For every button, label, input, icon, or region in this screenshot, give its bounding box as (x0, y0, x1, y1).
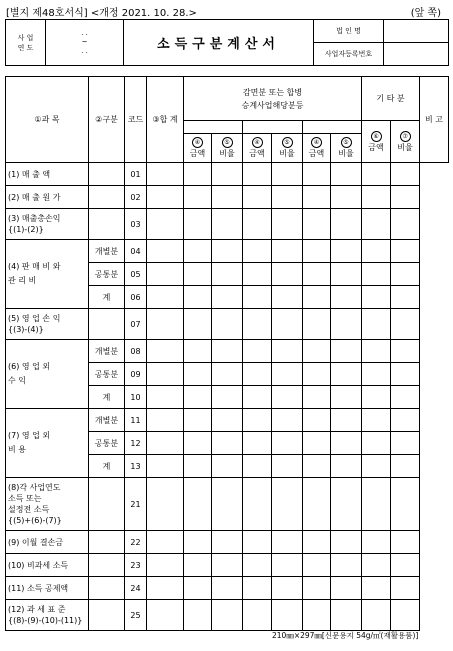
input-cell[interactable] (391, 263, 420, 286)
input-cell[interactable] (243, 409, 272, 432)
row-subject: (4) 판 매 비 와 관 리 비 (6, 240, 89, 309)
merger-amount-2: 금액 (249, 149, 265, 158)
input-cell[interactable] (212, 478, 243, 531)
row-division (89, 163, 125, 186)
input-cell[interactable] (184, 386, 212, 409)
input-cell[interactable] (184, 263, 212, 286)
input-cell[interactable] (331, 340, 362, 363)
input-cell[interactable] (391, 455, 420, 478)
row-subject: (3) 매출총손익 {(1)-(2)} (6, 209, 89, 240)
input-cell[interactable] (184, 163, 212, 186)
corp-name-field[interactable] (384, 20, 449, 43)
input-cell[interactable] (212, 554, 243, 577)
row-subject: (2) 매 출 원 가 (6, 186, 89, 209)
input-cell[interactable] (331, 386, 362, 409)
input-cell[interactable] (303, 263, 331, 286)
merger-ratio-3: 비율 (338, 149, 354, 158)
input-cell[interactable] (147, 409, 184, 432)
input-cell[interactable] (147, 209, 184, 240)
other-ratio: 비율 (397, 142, 413, 152)
table-row (6, 209, 449, 240)
merger-amount-1: 금액 (189, 149, 206, 158)
input-cell[interactable] (272, 455, 303, 478)
input-cell[interactable] (331, 531, 362, 554)
input-cell[interactable] (272, 286, 303, 309)
table-row (6, 478, 449, 531)
input-cell[interactable] (362, 363, 391, 386)
input-cell[interactable] (272, 340, 303, 363)
row-code: 12 (125, 432, 147, 455)
circ-5: ⑤ (222, 137, 233, 148)
merger-ratio-1: 비율 (219, 149, 235, 158)
input-cell[interactable] (362, 577, 391, 600)
table-row (6, 309, 449, 340)
input-cell[interactable] (391, 531, 420, 554)
row-subject: (1) 매 출 액 (6, 163, 89, 186)
input-cell[interactable] (184, 455, 212, 478)
input-cell[interactable] (303, 186, 331, 209)
input-cell[interactable] (212, 209, 243, 240)
col-division: ②구분 (89, 77, 125, 163)
input-cell[interactable] (184, 309, 212, 340)
input-cell[interactable] (243, 531, 272, 554)
input-cell[interactable] (243, 363, 272, 386)
fiscal-year-label: 사 업 연 도 (6, 20, 46, 66)
row-subject: (5) 영 업 손 익 {(3)-(4)} (6, 309, 89, 340)
paper-spec: 210㎜×297㎜[신문용지 54g/㎡(재활용품)] (272, 631, 419, 640)
circ-4: ④ (192, 137, 203, 148)
row-code: 22 (125, 531, 147, 554)
input-cell[interactable] (147, 363, 184, 386)
input-cell[interactable] (331, 600, 362, 631)
form-number: [별지 제48호서식] <개정 2021. 10. 28.> (6, 8, 197, 19)
input-cell[interactable] (272, 309, 303, 340)
row-code: 11 (125, 409, 147, 432)
income-division-table (5, 76, 449, 631)
input-cell[interactable] (272, 386, 303, 409)
row-division (89, 600, 125, 631)
input-cell[interactable] (391, 554, 420, 577)
input-cell[interactable] (331, 186, 362, 209)
input-cell[interactable] (303, 309, 331, 340)
input-cell[interactable] (391, 600, 420, 631)
input-cell[interactable] (303, 409, 331, 432)
input-cell[interactable] (147, 263, 184, 286)
input-cell[interactable] (272, 554, 303, 577)
input-cell[interactable] (243, 286, 272, 309)
input-cell[interactable] (272, 478, 303, 531)
row-code: 06 (125, 286, 147, 309)
form-title: 소득구분계산서 (124, 20, 314, 66)
input-cell[interactable] (362, 554, 391, 577)
circ-5: ⑤ (282, 137, 293, 148)
col-subject: ①과 목 (6, 77, 89, 163)
input-cell[interactable] (272, 209, 303, 240)
input-cell[interactable] (184, 577, 212, 600)
input-cell[interactable] (362, 386, 391, 409)
input-cell[interactable] (212, 240, 243, 263)
merger-ratio-2: 비율 (279, 149, 295, 158)
row-code: 09 (125, 363, 147, 386)
input-cell[interactable] (212, 577, 243, 600)
input-cell[interactable] (147, 286, 184, 309)
input-cell[interactable] (212, 386, 243, 409)
input-cell[interactable] (391, 478, 420, 531)
input-cell[interactable] (147, 186, 184, 209)
input-cell[interactable] (362, 531, 391, 554)
row-division (89, 309, 125, 340)
input-cell[interactable] (391, 409, 420, 432)
input-cell[interactable] (331, 263, 362, 286)
row-subject: (11) 소득 공제액 (6, 577, 89, 600)
input-cell[interactable] (362, 432, 391, 455)
input-cell[interactable] (184, 209, 212, 240)
table-row (6, 409, 449, 432)
input-cell[interactable] (212, 432, 243, 455)
input-cell[interactable] (331, 363, 362, 386)
input-cell[interactable] (391, 386, 420, 409)
input-cell[interactable] (391, 186, 420, 209)
reg-no-label: 사업자등록번호 (314, 43, 384, 66)
input-cell[interactable] (303, 209, 331, 240)
row-code: 25 (125, 600, 147, 631)
input-cell[interactable] (243, 478, 272, 531)
input-cell[interactable] (391, 577, 420, 600)
col-remarks: 비 고 (420, 77, 449, 163)
input-cell[interactable] (212, 286, 243, 309)
input-cell[interactable] (272, 263, 303, 286)
input-cell[interactable] (331, 478, 362, 531)
input-cell[interactable] (331, 455, 362, 478)
input-cell[interactable] (362, 263, 391, 286)
table-row (6, 186, 449, 209)
input-cell[interactable] (331, 209, 362, 240)
col-other-group: 기 타 분 (362, 77, 420, 121)
circ-4: ④ (252, 137, 263, 148)
circ-7: ⑦ (400, 131, 411, 142)
input-cell[interactable] (147, 455, 184, 478)
input-cell[interactable] (362, 186, 391, 209)
row-subject: (8)각 사업연도 소득 또는 설정전 소득 {(5)+(6)-(7)} (6, 478, 89, 531)
input-cell[interactable] (303, 340, 331, 363)
circ-6: ⑥ (371, 131, 382, 142)
input-cell[interactable] (303, 577, 331, 600)
input-cell[interactable] (331, 163, 362, 186)
input-cell[interactable] (147, 163, 184, 186)
input-cell[interactable] (362, 600, 391, 631)
table-row (6, 600, 449, 631)
input-cell[interactable] (147, 309, 184, 340)
input-cell[interactable] (362, 209, 391, 240)
row-code: 23 (125, 554, 147, 577)
row-division (89, 209, 125, 240)
row-code: 21 (125, 478, 147, 531)
input-cell[interactable] (303, 432, 331, 455)
input-cell[interactable] (391, 432, 420, 455)
input-cell[interactable] (303, 363, 331, 386)
input-cell[interactable] (362, 409, 391, 432)
row-code: 03 (125, 209, 147, 240)
input-cell[interactable] (391, 163, 420, 186)
input-cell[interactable] (184, 240, 212, 263)
input-cell[interactable] (212, 340, 243, 363)
row-part: 공통분 (89, 263, 125, 286)
input-cell[interactable] (272, 163, 303, 186)
row-code: 02 (125, 186, 147, 209)
input-cell[interactable] (184, 478, 212, 531)
col-merger-group: 감면분 또는 합병 승계사업해당분등 (184, 77, 362, 121)
corp-name-label: 법 인 명 (314, 20, 384, 43)
table-row (6, 531, 449, 554)
input-cell[interactable] (212, 455, 243, 478)
input-cell[interactable] (303, 554, 331, 577)
row-part: 공통분 (89, 363, 125, 386)
input-cell[interactable] (147, 432, 184, 455)
row-code: 10 (125, 386, 147, 409)
input-cell[interactable] (362, 286, 391, 309)
input-cell[interactable] (362, 163, 391, 186)
input-cell[interactable] (243, 554, 272, 577)
input-cell[interactable] (391, 363, 420, 386)
input-cell[interactable] (303, 163, 331, 186)
input-cell[interactable] (362, 455, 391, 478)
row-code: 01 (125, 163, 147, 186)
table-row (6, 163, 449, 186)
input-cell[interactable] (147, 554, 184, 577)
row-division (89, 577, 125, 600)
input-cell[interactable] (212, 531, 243, 554)
input-cell[interactable] (147, 240, 184, 263)
row-code: 24 (125, 577, 147, 600)
input-cell[interactable] (147, 386, 184, 409)
row-code: 13 (125, 455, 147, 478)
row-part: 개별분 (89, 340, 125, 363)
table-row (6, 240, 449, 263)
row-code: 07 (125, 309, 147, 340)
input-cell[interactable] (212, 363, 243, 386)
row-part: 계 (89, 455, 125, 478)
row-part: 개별분 (89, 409, 125, 432)
row-code: 05 (125, 263, 147, 286)
input-cell[interactable] (243, 263, 272, 286)
input-cell[interactable] (362, 340, 391, 363)
input-cell[interactable] (184, 286, 212, 309)
table-row (6, 340, 449, 363)
input-cell[interactable] (303, 478, 331, 531)
row-part: 계 (89, 386, 125, 409)
input-cell[interactable] (243, 163, 272, 186)
input-cell[interactable] (391, 286, 420, 309)
input-cell[interactable] (184, 600, 212, 631)
input-cell[interactable] (184, 186, 212, 209)
col-total: ③합 계 (147, 77, 184, 163)
table-row (6, 554, 449, 577)
input-cell[interactable] (272, 577, 303, 600)
input-cell[interactable] (147, 600, 184, 631)
input-cell[interactable] (212, 309, 243, 340)
input-cell[interactable] (147, 478, 184, 531)
col-code: 코드 (125, 77, 147, 163)
input-cell[interactable] (243, 209, 272, 240)
row-part: 공통분 (89, 432, 125, 455)
row-code: 04 (125, 240, 147, 263)
input-cell[interactable] (303, 386, 331, 409)
input-cell[interactable] (303, 240, 331, 263)
input-cell[interactable] (184, 432, 212, 455)
input-cell[interactable] (391, 309, 420, 340)
input-cell[interactable] (303, 531, 331, 554)
input-cell[interactable] (391, 240, 420, 263)
row-subject: (6) 영 업 외 수 익 (6, 340, 89, 409)
input-cell[interactable] (331, 309, 362, 340)
input-cell[interactable] (303, 600, 331, 631)
input-cell[interactable] (331, 577, 362, 600)
circ-4: ④ (311, 137, 322, 148)
input-cell[interactable] (272, 409, 303, 432)
row-division (89, 554, 125, 577)
row-subject: (7) 영 업 외 비 용 (6, 409, 89, 478)
input-cell[interactable] (212, 600, 243, 631)
input-cell[interactable] (272, 363, 303, 386)
table-row (6, 577, 449, 600)
input-cell[interactable] (303, 455, 331, 478)
input-cell[interactable] (362, 478, 391, 531)
row-code: 08 (125, 340, 147, 363)
row-subject: (9) 이월 결손금 (6, 531, 89, 554)
reg-no-field[interactable] (384, 43, 449, 66)
input-cell[interactable] (391, 209, 420, 240)
row-division (89, 531, 125, 554)
input-cell[interactable] (331, 432, 362, 455)
row-subject: (12) 과 세 표 준 {(8)-(9)-(10)-(11)} (6, 600, 89, 631)
input-cell[interactable] (243, 309, 272, 340)
input-cell[interactable] (272, 240, 303, 263)
input-cell[interactable] (243, 340, 272, 363)
input-cell[interactable] (212, 186, 243, 209)
input-cell[interactable] (212, 409, 243, 432)
input-cell[interactable] (147, 577, 184, 600)
other-amount: 금액 (368, 142, 384, 152)
merger-amount-3: 금액 (308, 149, 325, 158)
input-cell[interactable] (212, 163, 243, 186)
input-cell[interactable] (184, 363, 212, 386)
input-cell[interactable] (362, 309, 391, 340)
input-cell[interactable] (147, 531, 184, 554)
input-cell[interactable] (184, 409, 212, 432)
row-part: 개별분 (89, 240, 125, 263)
row-subject: (10) 비과세 소득 (6, 554, 89, 577)
input-cell[interactable] (243, 240, 272, 263)
row-part: 계 (89, 286, 125, 309)
input-cell[interactable] (303, 286, 331, 309)
header-box (5, 19, 449, 66)
input-cell[interactable] (391, 340, 420, 363)
input-cell[interactable] (243, 432, 272, 455)
input-cell[interactable] (362, 240, 391, 263)
input-cell[interactable] (243, 386, 272, 409)
input-cell[interactable] (212, 263, 243, 286)
input-cell[interactable] (331, 409, 362, 432)
input-cell[interactable] (272, 531, 303, 554)
input-cell[interactable] (331, 554, 362, 577)
input-cell[interactable] (243, 186, 272, 209)
input-cell[interactable] (184, 554, 212, 577)
input-cell[interactable] (272, 186, 303, 209)
input-cell[interactable] (331, 240, 362, 263)
input-cell[interactable] (243, 600, 272, 631)
input-cell[interactable] (184, 531, 212, 554)
input-cell[interactable] (184, 340, 212, 363)
input-cell[interactable] (331, 286, 362, 309)
circ-5: ⑤ (341, 137, 352, 148)
fiscal-year-value[interactable]: . . ~ . . (46, 20, 124, 66)
row-division (89, 186, 125, 209)
input-cell[interactable] (272, 600, 303, 631)
input-cell[interactable] (147, 340, 184, 363)
page-side-label: (앞 쪽) (410, 8, 441, 19)
input-cell[interactable] (243, 577, 272, 600)
input-cell[interactable] (243, 455, 272, 478)
input-cell[interactable] (272, 432, 303, 455)
row-division (89, 478, 125, 531)
